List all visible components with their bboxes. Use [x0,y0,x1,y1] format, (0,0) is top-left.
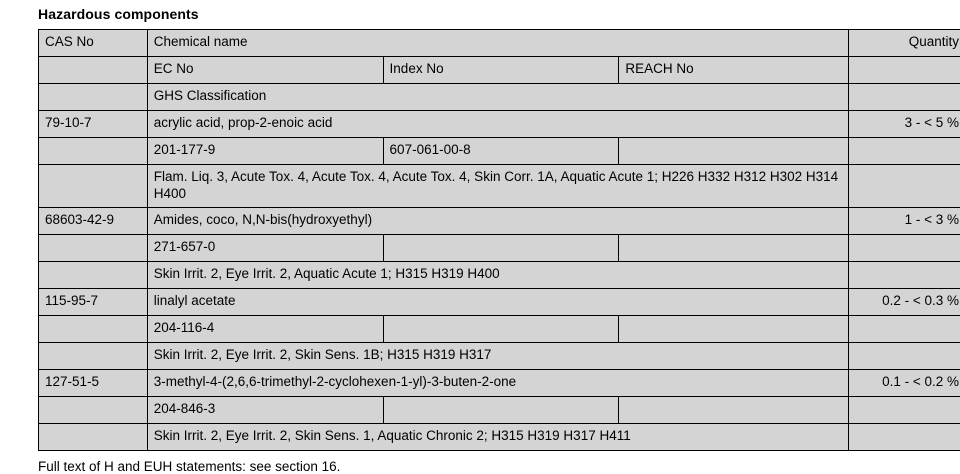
table-subheader-row [39,57,960,84]
cas-blank-cell [39,84,148,111]
cell-blank [849,423,960,450]
cell-ec-no: 201-177-9 [147,138,383,165]
cell-blank [849,234,960,261]
cell-quantity: 0.1 - < 0.2 % [849,369,960,396]
table-row [39,369,960,396]
header-reach-no: REACH No [619,57,849,84]
table-row [39,234,960,261]
cell-quantity: 3 - < 5 % [849,111,960,138]
cell-index-no: 607-061-00-8 [383,138,619,165]
cell-blank [39,396,148,423]
cell-classification: Flam. Liq. 3, Acute Tox. 4, Acute Tox. 4, Acute Tox. 4, Skin Corr. 1A, Aquatic Acute 1; H226 H332 H312 H302 H314 H400 [147,165,848,208]
table-row [39,165,960,208]
cell-reach-no [619,234,849,261]
table-row [39,423,960,450]
cell-index-no [383,234,619,261]
table-subheader-row [39,84,960,111]
cell-blank [39,315,148,342]
cell-quantity: 1 - < 3 % [849,207,960,234]
cell-blank [849,396,960,423]
cell-cas-no: 127-51-5 [39,369,148,396]
cell-blank [849,165,960,208]
header-chemical-name: Chemical name [147,30,848,57]
cell-blank [39,342,148,369]
header-ghs-classification: GHS Classification [147,84,848,111]
header-cas-no: CAS No [39,30,148,57]
table-row [39,315,960,342]
table-row [39,342,960,369]
cell-quantity: 0.2 - < 0.3 % [849,288,960,315]
cell-blank [39,261,148,288]
cell-blank [849,138,960,165]
cell-classification: Skin Irrit. 2, Eye Irrit. 2, Skin Sens. 1, Aquatic Chronic 2; H315 H319 H317 H411 [147,423,848,450]
cell-chemical-name: linalyl acetate [147,288,848,315]
cell-classification: Skin Irrit. 2, Eye Irrit. 2, Skin Sens. 1B; H315 H319 H317 [147,342,848,369]
header-ec-no: EC No [147,57,383,84]
cell-reach-no [619,138,849,165]
table-row [39,207,960,234]
header-index-no: Index No [383,57,619,84]
hazardous-components-table [38,29,960,451]
cell-blank [39,165,148,208]
cell-cas-no: 115-95-7 [39,288,148,315]
cell-chemical-name: 3-methyl-4-(2,6,6-trimethyl-2-cyclohexen-1-yl)-3-buten-2-one [147,369,848,396]
table-row [39,261,960,288]
table-row [39,396,960,423]
cell-chemical-name: acrylic acid, prop-2-enoic acid [147,111,848,138]
page-title: Hazardous components [16,0,944,29]
cell-classification: Skin Irrit. 2, Eye Irrit. 2, Aquatic Acute 1; H315 H319 H400 [147,261,848,288]
cell-blank [849,315,960,342]
cell-cas-no: 79-10-7 [39,111,148,138]
cell-cas-no: 68603-42-9 [39,207,148,234]
cas-blank-cell [39,57,148,84]
cell-ec-no: 271-657-0 [147,234,383,261]
quantity-blank-cell [849,57,960,84]
cell-index-no [383,396,619,423]
quantity-blank-cell [849,84,960,111]
cell-blank [849,342,960,369]
cell-blank [39,234,148,261]
cell-index-no [383,315,619,342]
header-quantity: Quantity [849,30,960,57]
cell-blank [39,138,148,165]
cell-ec-no: 204-846-3 [147,396,383,423]
table-row [39,111,960,138]
cell-reach-no [619,396,849,423]
cell-blank [39,423,148,450]
table-header-row [39,30,960,57]
cell-blank [849,261,960,288]
cell-reach-no [619,315,849,342]
statements-note: Full text of H and EUH statements: see section 16. [16,451,944,474]
table-row [39,138,960,165]
table-row [39,288,960,315]
cell-chemical-name: Amides, coco, N,N-bis(hydroxyethyl) [147,207,848,234]
cell-ec-no: 204-116-4 [147,315,383,342]
